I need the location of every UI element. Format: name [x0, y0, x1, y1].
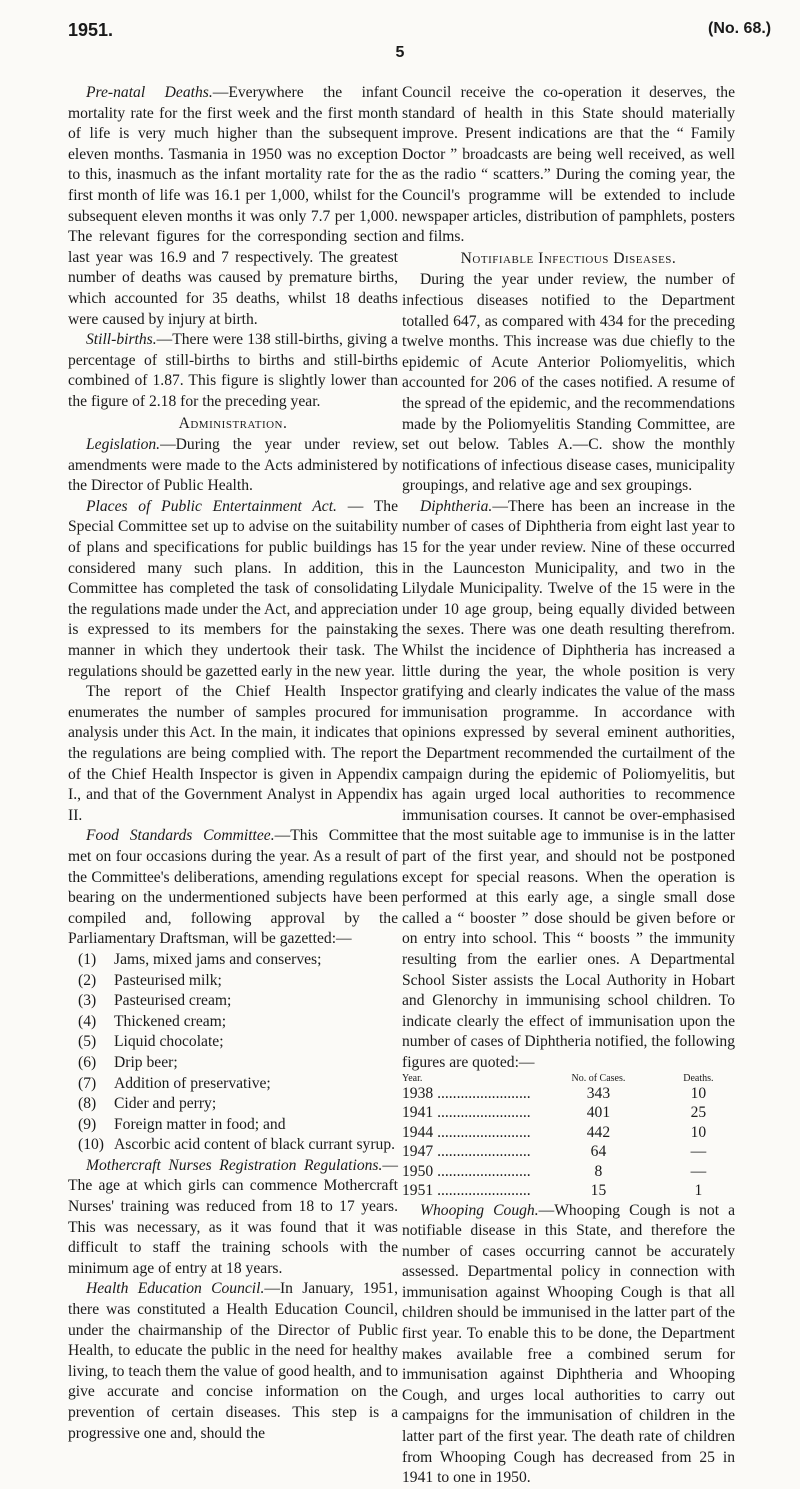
mothercraft-paragraph: Mothercraft Nurses Registration Regulations.—The age at which girls can commence Mothercraft Nurses' training was reduced from 18 to 17 years. This was necessary, as it was found that it was difficult to staff the training schools with the minimum age of entry at 18 years. [68, 1156, 398, 1277]
header-paper-number: (No. 68.) [708, 20, 772, 37]
administration-heading: Administration. [178, 414, 288, 432]
page-number: 5 [395, 44, 405, 61]
header-year: Year. [402, 1072, 423, 1084]
council-paragraph: Council receive the co-operation it deserves, the standard of health in this State should materially improve. Present indications are that the “ Family Doctor ” broadcasts are being well received, as well as the radio “ scatters.” During the coming year, the Council's programme will be extended to include newspaper articles, distribution of pamphlets, posters and films. [402, 84, 735, 246]
whooping-cough-paragraph: Whooping Cough.—Whooping Cough is not a notifiable disease in this State, and therefore the number of cases occurring cannot be accurately assessed. Departmental policy in connection with immunisation against Whooping Cough is that all children should be immunised in the latter part of the first year. To enable this to be done, the Department makes available free a combined serum for immunisation against Diphtheria and Whooping Cough, and urges local authorities to carry out campaigns for the immunisation of children in the latter part of the first year. The death rate of children from Whooping Cough has decreased from 25 in 1941 to one in 1950. [402, 1201, 735, 1487]
diphtheria-table [402, 1074, 735, 1201]
list-item: (6) Drip beer; [78, 1053, 178, 1071]
header-cases: No. of Cases. [571, 1072, 626, 1084]
list-item: (8) Cider and perry; [78, 1095, 217, 1113]
table-row: 1950 ........................ 8 — [402, 1162, 707, 1180]
food-regulations-list [68, 950, 398, 1156]
notifiable-paragraph: During the year under review, the number of infectious diseases notified to the Department totalled 647, as compared with 434 for the preceding twelve months. This increase was due chiefly to the epidemic of Acute Anterior Poliomyelitis, which accounted for 206 of the cases notified. A resume of the spread of the epidemic, and the recommendations made by the Poliomyelitis Standing Committee, are set out below. Tables A.—C. show the monthly notifications of infectious disease cases, municipality groupings, and relative age and sex groupings. [402, 271, 735, 495]
table-row: 1938 ........................ 343 10 [402, 1084, 707, 1102]
left-column [68, 83, 398, 1444]
diphtheria-paragraph: Diphtheria.—There has been an increase in the number of cases of Diphtheria from eight last year to 15 for the year under review. Nine of these occurred in the Launceston Municipality, and two in the Lilydale Municipality. Twelve of the 15 were in the under 10 age group, being equally divided between the sexes. There was one death resulting therefrom. Whilst the incidence of Diphtheria has increased a little during the year, the whole position is very gratifying and clearly indicates the value of the mass immunisation programme. In accordance with opinions expressed by several eminent authorities, the Department recommended the curtailment of the campaign during the epidemic of Poliomyelitis, but has again urged local authorities to recommence immunisation courses. It cannot be over-emphasised that the most suitable age to immunise is in the latter part of the first year, and should not be postponed except for special reasons. When the operation is performed at this early age, a single small dose called a “ booster ” dose should be given before or on entry into school. This “ boosts ” the immunity resulting from the earlier ones. A Departmental School Sister assists the Local Authority in Hobart and Glenorchy in immunising school children. To indicate clearly the effect of immunisation upon the number of cases of Diphtheria notified, the following figures are quoted:— [402, 497, 735, 1071]
right-column [402, 83, 735, 1489]
legislation-paragraph: Legislation.—During the year under review, amendments were made to the Acts administered by the Director of Public Health. [68, 436, 398, 495]
notifiable-diseases-heading: Notifiable Infectious Diseases. [460, 249, 677, 267]
table-row: 1944 ........................ 442 10 [402, 1123, 707, 1141]
list-item: (1) Jams, mixed jams and conserves; [78, 950, 322, 968]
list-item: (3) Pasteurised cream; [78, 992, 232, 1010]
prenatal-paragraph: Pre-natal Deaths.—Everywhere the infant mortality rate for the first week and the first month of life is very much higher than the subsequent eleven months. Tasmania in 1950 was no exception to this, inasmuch as the infant mortality rate for the first month of life was 16.1 per 1,000, whilst for the subsequent eleven months it was only 7.7 per 1,000. The relevant figures for the corresponding section last year was 16.9 and 7 respectively. The greatest number of deaths was caused by premature births, which accounted for 35 deaths, whilst 18 deaths were caused by injury at birth. [68, 84, 398, 328]
health-education-paragraph: Health Education Council.—In January, 1951, there was constituted a Health Education Council, under the chairmanship of the Director of Public Health, to educate the public in the need for healthy living, to teach them the value of good health, and to give accurate and concise information on the prevention of certain diseases. This step is a progressive one and, should the [68, 1280, 398, 1442]
chief-inspector-report-paragraph: The report of the Chief Health Inspector enumerates the number of samples procured for analysis under this Act. In the main, it indicates that the regulations are being complied with. The report of the Chief Health Inspector is given in Appendix I., and that of the Government Analyst in Appendix II. [68, 683, 398, 824]
places-entertainment-paragraph: Places of Public Entertainment Act. — The Special Committee set up to advise on the suitability of plans and specifications for public buildings has considered many such plans. In addition, this Committee has completed the task of consolidating the regulations made under the Act, and appreciation is expressed to its members for the painstaking manner in which they undertook their task. The regulations should be gazetted early in the new year. [68, 497, 398, 680]
list-item: (4) Thickened cream; [78, 1012, 227, 1030]
table-row: 1941 ........................ 401 25 [402, 1104, 707, 1121]
table-row: 1951 ........................ 15 1 [402, 1182, 703, 1199]
list-item: (2) Pasteurised milk; [78, 971, 222, 989]
header-deaths: Deaths. [683, 1072, 714, 1084]
stillbirths-paragraph: Still-births.—There were 138 still-births, giving a percentage of still-births to births and still-births combined of 1.87. This figure is slightly lower than the figure of 2.18 for the preceding year. [68, 331, 398, 410]
header-year: 1951. [68, 20, 114, 40]
list-item: (7) Addition of preservative; [78, 1074, 271, 1092]
table-header-row [402, 1074, 735, 1084]
list-item: (5) Liquid chocolate; [78, 1033, 224, 1051]
list-item: (10) Ascorbic acid content of black currant syrup. [78, 1136, 396, 1154]
table-row: 1947 ........................ 64 — [402, 1143, 707, 1160]
food-standards-paragraph: Food Standards Committee.—This Committee met on four occasions during the year. As a result of the Committee's deliberations, amending regulations bearing on the undermentioned subjects have been compiled and, following approval by the Parliamentary Draftsman, will be gazetted:— [68, 827, 399, 948]
list-item: (9) Foreign matter in food; and [78, 1115, 286, 1133]
